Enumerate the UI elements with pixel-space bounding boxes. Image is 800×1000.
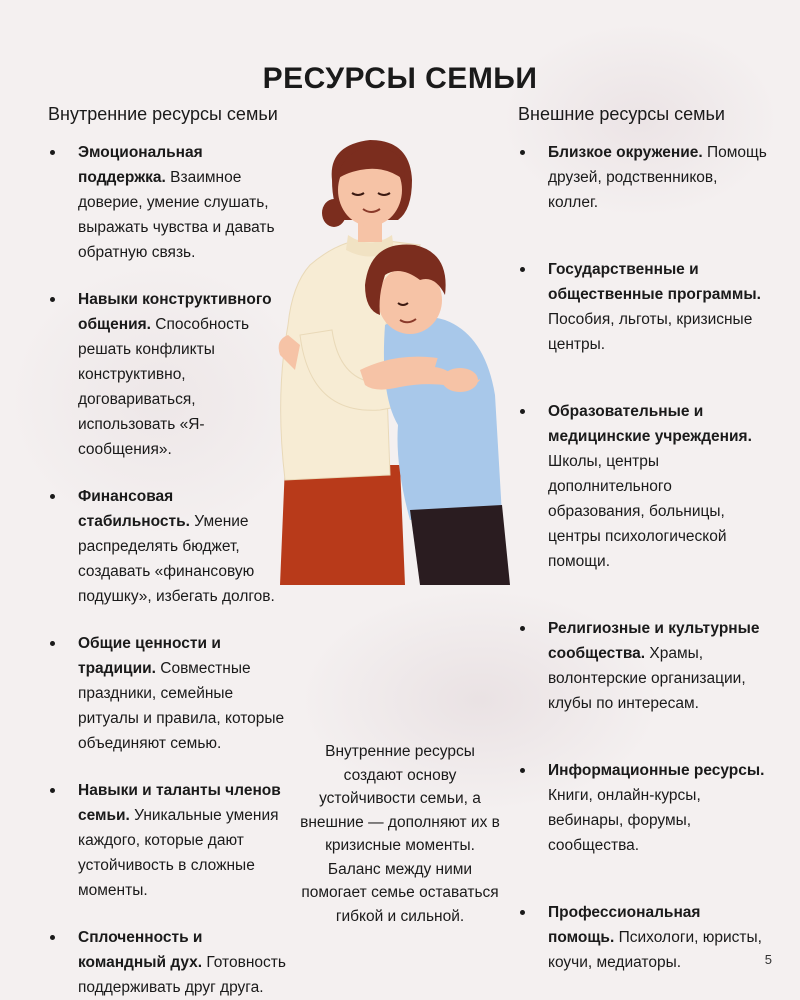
list-item: Навыки и таланты членов семьи. Уникальные умения каждого, которые дают устойчивость в сложные моменты. (48, 778, 288, 903)
list-item: Эмоциональная поддержка. Взаимное доверие, умение слушать, выражать чувства и давать обратную связь. (48, 140, 288, 265)
mother-hand (442, 368, 478, 392)
list-item: Государственные и общественные программы. Пособия, льготы, кризисные центры. (518, 257, 768, 357)
child-pants (410, 505, 510, 585)
list-item: Сплоченность и командный дух. Готовность поддерживать друг друга. (48, 925, 288, 1000)
list-item: Образовательные и медицинские учреждения. Школы, центры дополнительного образования, больницы, центры психологической помощи. (518, 399, 768, 574)
list-item: Финансовая стабильность. Умение распределять бюджет, создавать «финансовую подушку», избегать долгов. (48, 484, 288, 609)
list-item: Навыки конструктивного общения. Способность решать конфликты конструктивно, договариваться, использовать «Я-сообщения». (48, 287, 288, 462)
mother-pants (280, 465, 405, 585)
internal-resources-list (48, 140, 288, 1000)
right-column-heading: Внешние ресурсы семьи (518, 104, 725, 124)
page-title: РЕСУРСЫ СЕМЬИ (262, 62, 538, 95)
list-item: Информационные ресурсы. Книги, онлайн-курсы, вебинары, форумы, сообщества. (518, 758, 768, 858)
list-item: Близкое окружение. Помощь друзей, родственников, коллег. (518, 140, 768, 215)
list-item: Общие ценности и традиции. Совместные праздники, семейные ритуалы и правила, которые объединяют семью. (48, 631, 288, 756)
list-item: Религиозные и культурные сообщества. Храмы, волонтерские организации, клубы по интересам. (518, 616, 768, 716)
list-item: Профессиональная помощь. Психологи, юристы, коучи, медиаторы. (518, 900, 768, 975)
left-column-heading: Внутренние ресурсы семьи (48, 104, 278, 124)
page-number: 5 (764, 952, 772, 967)
family-hug-illustration (270, 135, 525, 585)
summary-note: Внутренние ресурсы создают основу устойчивости семьи, а внешние — дополняют их в кризисные моменты. Баланс между ними помогает семье оставаться гибкой и сильной. (300, 743, 500, 925)
child-shirt (384, 316, 502, 520)
external-resources-list (518, 140, 768, 975)
